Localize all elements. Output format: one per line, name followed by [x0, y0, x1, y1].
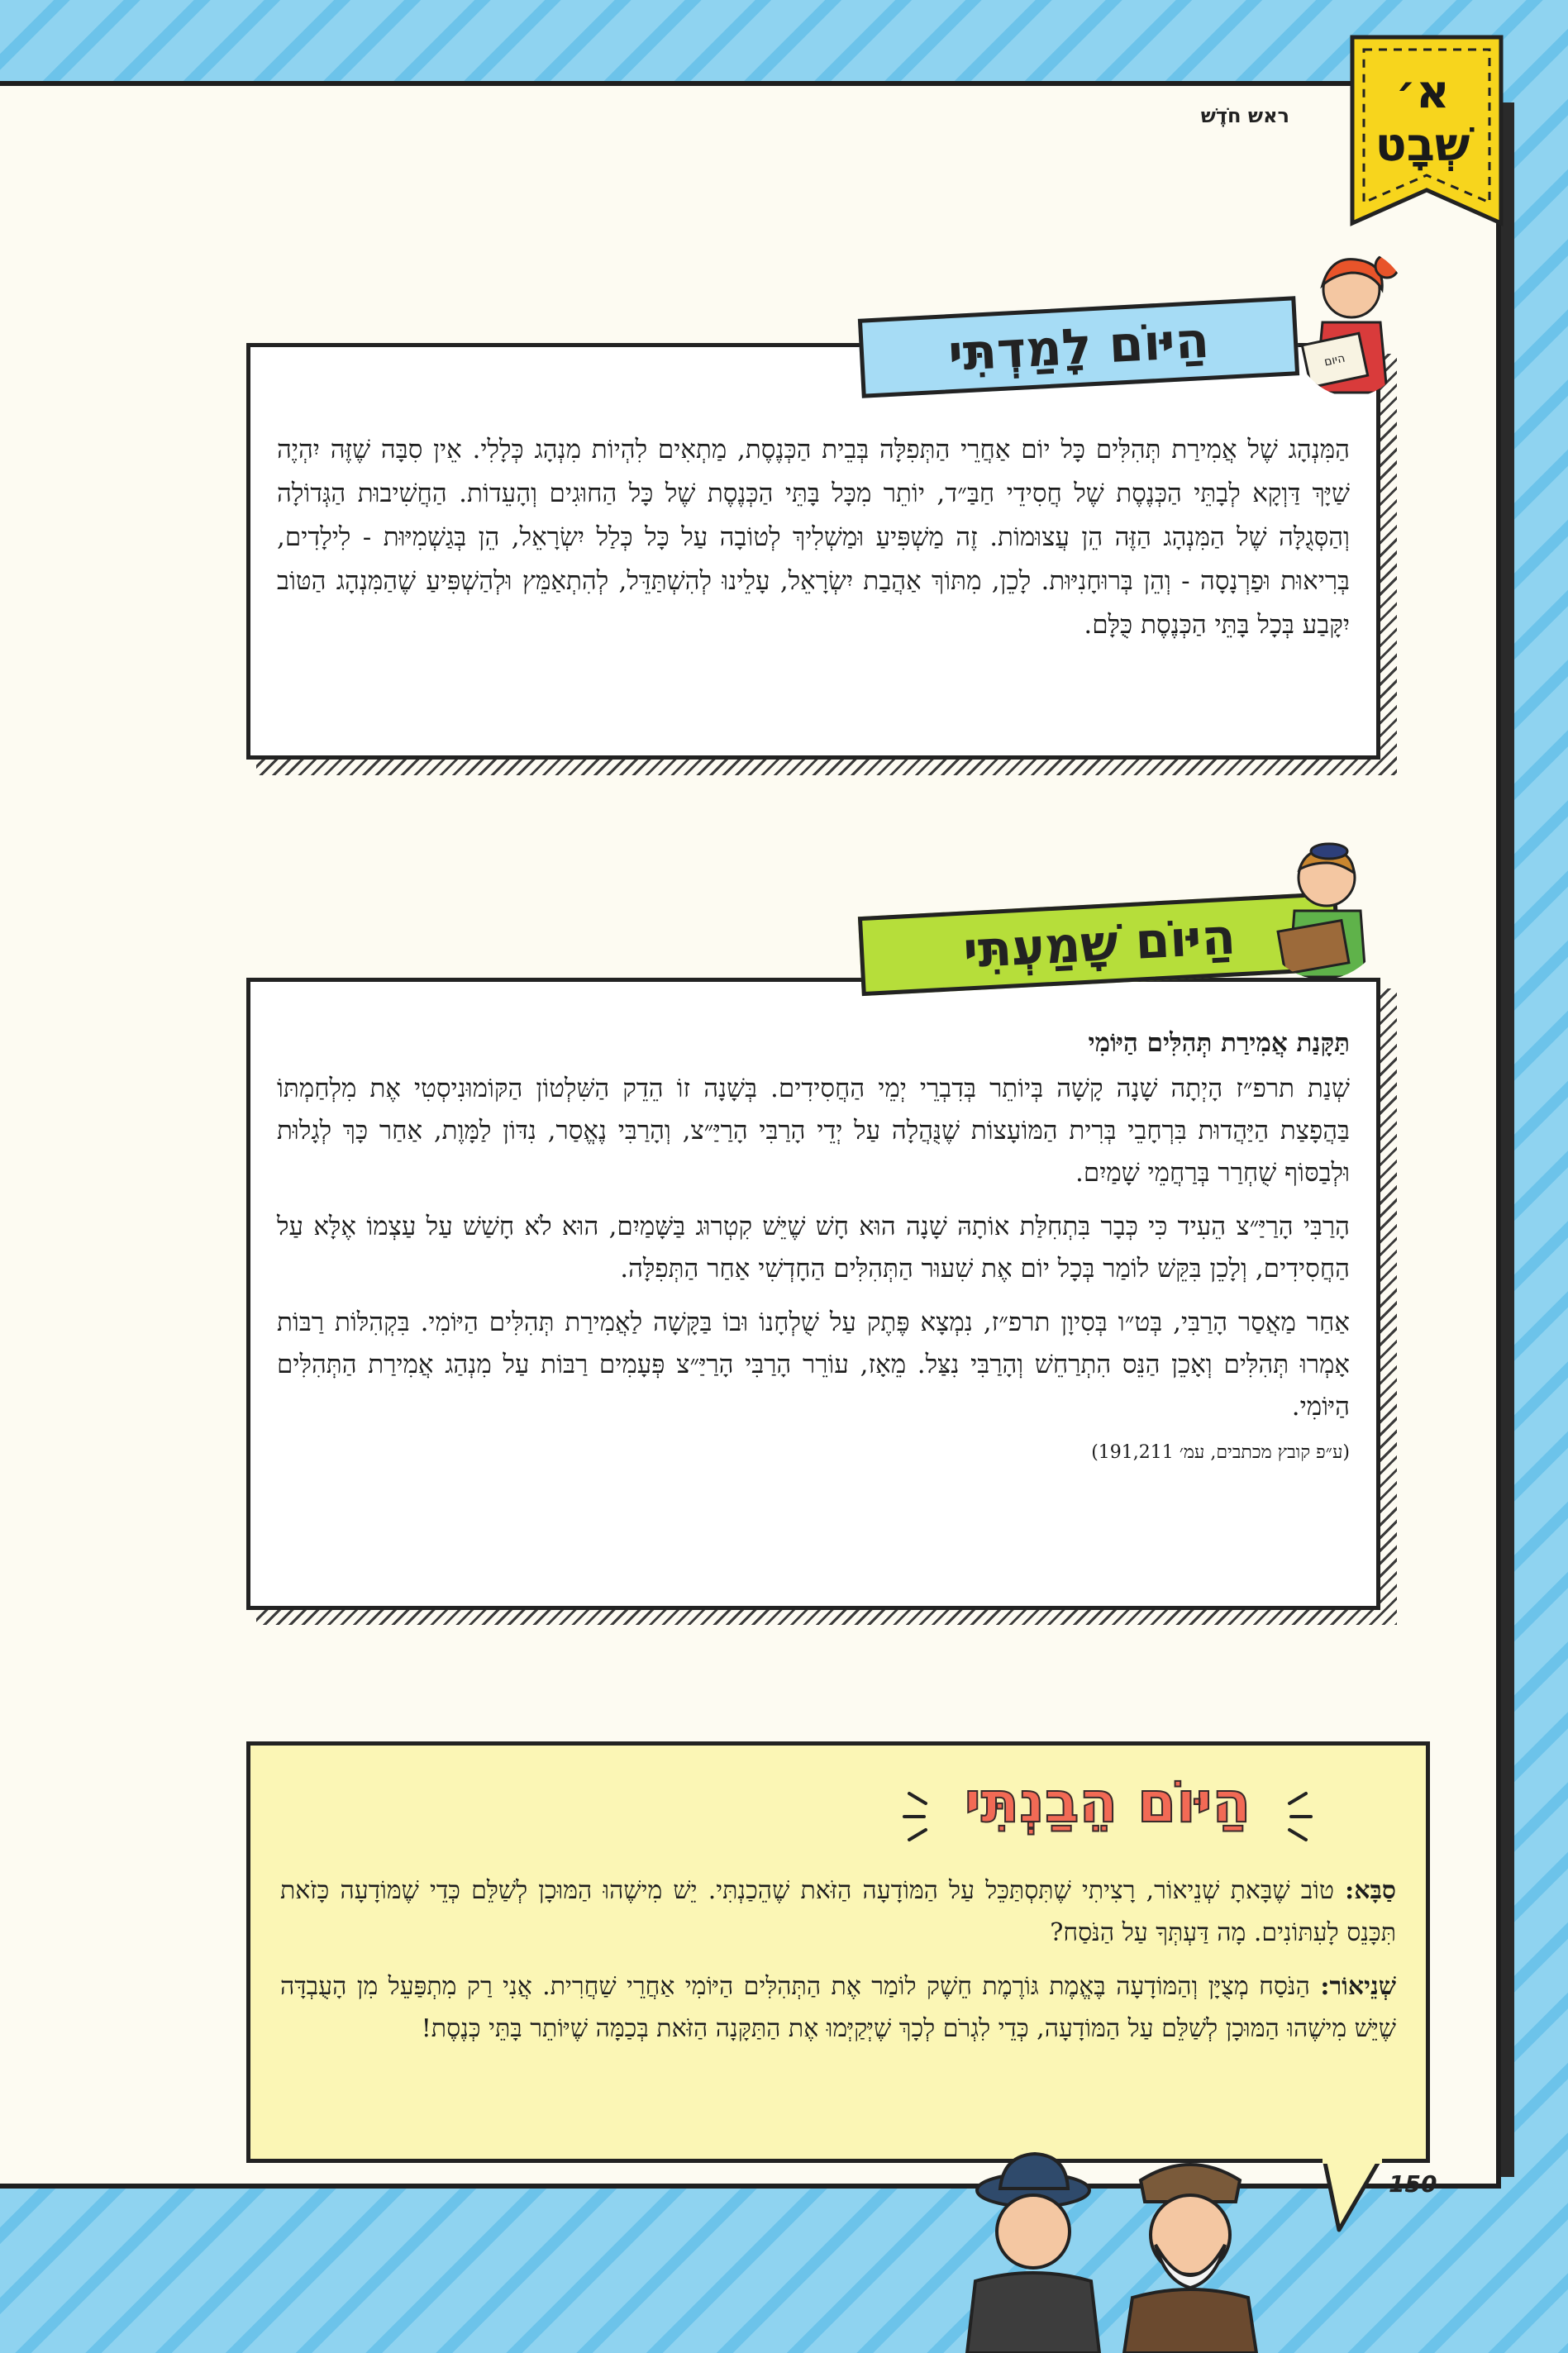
heard-paragraph-1: שְׁנַת תרפ״ז הָיְתָה שָׁנָה קָשָׁה בְּיוֹתֵר בְּדִבְרֵי יְמֵי הַחֲסִידִים. בְּשָׁנָה זוֹ הֵדֵק הַשִּׁלְטוֹן הַקּוֹמוּנִיסְטִי אֶת מִלְחַמְתּוֹ בַּהֲפָצַת הַיַּהֲדוּת בִּרְחָבֵי בְּרִית הַמּוֹעָצוֹת שֶׁנֻּהֲלָה עַל יְדֵי הָרַבִּי הָרַיַּ״צ, וְהָרַבִּי נֶאֱסַר, נִדּוֹן לַמָּוֶת, אַחַר כָּךְ לְגָלוּת וּלְבַסּוֹף שֻׁחְרַר בְּרַחֲמֵי שָׁמַיִם.	[277, 1074, 1350, 1188]
heard-subheading: תַּקָּנַת אֲמִירַת תְּהִלִּים הַיּוֹמִי	[1088, 1028, 1350, 1058]
girl-reading-illustration	[1289, 248, 1413, 397]
understood-title: הַיּוֹם הֵבַנְתִּי	[964, 1770, 1251, 1836]
dialogue-text-1: טוֹב שֶׁבָּאתָ שְׁנֵיאוֹר, רָצִיתִי שֶׁתִּסְתַּכֵּל עַל הַמּוֹדָעָה הַזֹּאת שֶׁהֵכַנְתִּי. יֵשׁ מִישֶׁהוּ הַמּוּכָן לְשַׁלֵּם כְּדֵי שֶׁמּוֹדָעָה כָּזֹאת תִּכָּנֵס לָעִתּוֹנִים. מָה דַּעְתְּךָ עַל הַנֹּסַח?	[280, 1876, 1396, 1947]
grandfather-and-boy-illustration	[942, 2149, 1289, 2353]
dialogue-line-2	[280, 1965, 1396, 2050]
heard-title: הַיּוֹם שָׁמַעְתִּי	[961, 907, 1237, 980]
page-number: 150	[1389, 2170, 1437, 2198]
month-day: א׳	[1395, 65, 1450, 119]
speaker-shneur: שְׁנֵיאוֹר:	[1320, 1972, 1396, 2001]
learned-paragraph: הַמִּנְהָג שֶׁל אֲמִירַת תְּהִלִּים כָּל יוֹם אַחֲרֵי הַתְּפִלָּה בְּבֵית הַכְּנֶסֶת, מַתְאִים לִהְיוֹת מִנְהָג כְּלָלִי. אֵין סִבָּה שֶׁזֶּה יִהְיֶה שַׁיָּךְ דַּוְקָא לְבָתֵּי הַכְּנֶסֶת שֶׁל חֲסִידֵי חַבַּ״ד, יוֹתֵר מִכָּל בָּתֵּי הַכְּנֶסֶת שֶׁל כָּל הַחוּגִים וְהָעֵדוֹת. הַחֲשִׁיבוּת הַגְּדוֹלָה וְהַסְּגֻלָּה שֶׁל הַמִּנְהָג הַזֶּה הֵן עֲצוּמוֹת. זֶה מַשְׁפִּיעַ וּמַשְׁלִיךְ לְטוֹבָה עַל כָּל כְּלַל יִשְׂרָאֵל, הֵן בְּגַשְׁמִיּוּת - לִילָדִים, בְּרִיאוּת וּפַרְנָסָה - וְהֵן בְּרוּחָנִיּוּת. לָכֵן, מִתּוֹךְ אַהֲבַת יִשְׂרָאֵל, עָלֵינוּ לְהִשְׁתַּדֵּל, לְהִתְאַמֵּץ וּלְהַשְׁפִּיעַ שֶׁהַמִּנְהָג הַטּוֹב יִקָּבַע בְּכָל בָּתֵּי הַכְּנֶסֶת כֻּלָּם.	[277, 435, 1350, 640]
learned-box	[246, 343, 1380, 760]
header-title: ראש חֹדֶשׁ	[1200, 104, 1289, 127]
dialogue-line-1	[280, 1870, 1396, 1954]
speaker-saba: סַבָּא:	[1345, 1876, 1396, 1905]
heard-source: (ע״פ קובץ מכתבים, עמ׳ 191,211)	[1091, 1442, 1350, 1463]
book-label: היום	[1323, 351, 1346, 369]
speech-bubble-tail	[1323, 2159, 1389, 2233]
boy-reading-illustration	[1256, 835, 1389, 979]
month-flag	[1344, 33, 1509, 227]
month-label	[1344, 66, 1501, 172]
learned-title: הַיּוֹם לָמַדְתִּי	[946, 311, 1211, 383]
month-name: שְׁבָט	[1375, 118, 1470, 172]
heard-paragraph-3: אַחַר מַאֲסַר הָרַבִּי, בְּט״ו בְּסִיוָן תרפ״ז, נִמְצָא פֶּתֶק עַל שֻׁלְחָנוֹ וּבוֹ בַּקָּשָׁה לַאֲמִירַת תְּהִלִּים הַיּוֹמִי. בִּקְהִלּוֹת רַבּוֹת אָמְרוּ תְּהִלִּים וְאָכֵן הַנֵּס הִתְרַחֵשׁ וְהָרַבִּי נִצַּל. מֵאָז, עוֹרֵר הָרַבִּי הָרַיַּ״צ פְּעָמִים רַבּוֹת עַל מִנְהַג אֲמִירַת הַתְּהִלִּים הַיּוֹמִי.	[277, 1307, 1350, 1422]
heard-box	[246, 978, 1380, 1610]
dialogue-text-2: הַנֹּסַח מְצֻיָּן וְהַמּוֹדָעָה בֶּאֱמֶת גּוֹרֶמֶת חֵשֶׁק לוֹמַר אֶת הַתְּהִלִּים הַיּוֹמִי אַחֲרֵי שַׁחֲרִית. אֲנִי רַק מִתְפַּעֵל מִן הָעֻבְדָּה שֶׁיֵּשׁ מִישֶׁהוּ הַמּוּכָן לְשַׁלֵּם עַל הַמּוֹדָעָה, כְּדֵי לִגְרֹם לְכָךְ שֶׁיְּקַיְּמוּ אֶת הַתַּקָּנָה הַזֹּאת בְּכַמָּה שֶׁיּוֹתֵר בָּתֵּי כְּנֶסֶת!	[280, 1972, 1396, 2043]
heard-paragraph-2: הָרַבִּי הָרַיַּ״צ הֵעִיד כִּי כְּבָר בִּתְחִלַּת אוֹתָהּ שָׁנָה הוּא חָשׁ שֶׁיֵּשׁ קִטְרוּג בַּשָּׁמַיִם, הוּא לֹא חָשַׁשׁ עַל עַצְמוֹ אֶלָּא עַל הַחֲסִידִים, וְלָכֵן בִּקֵּשׁ לוֹמַר בְּכָל יוֹם אֶת שִׁעוּר הַתְּהִלִּים הַחָדְשִׁי אַחַר הַתְּפִלָּה.	[277, 1212, 1350, 1284]
